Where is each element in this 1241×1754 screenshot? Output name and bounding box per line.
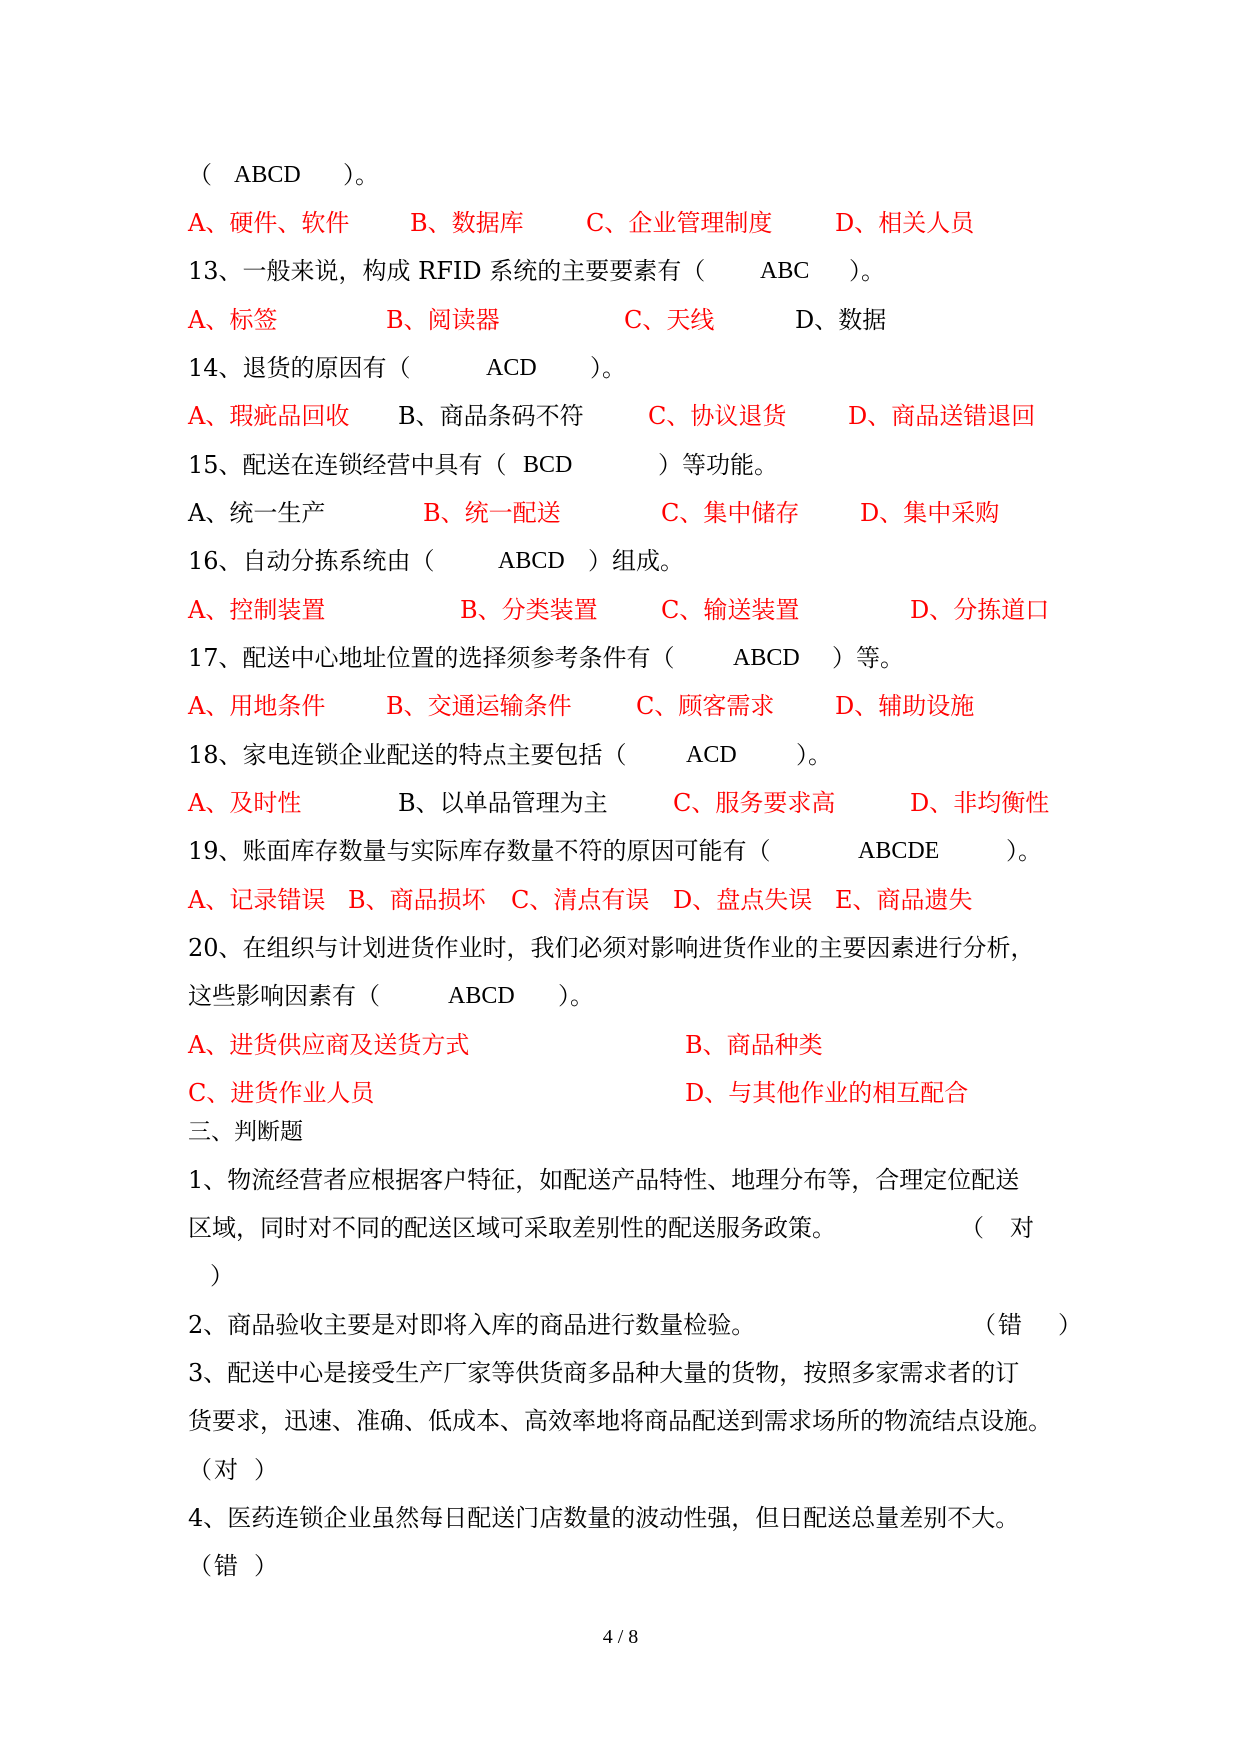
q12-open-paren: （ bbox=[188, 161, 212, 189]
q18-option-a: A、及时性 bbox=[188, 789, 302, 817]
q12-answer: ABCD bbox=[234, 162, 301, 188]
tf3-answer: 对 bbox=[214, 1456, 238, 1484]
q15-option-c: C、集中储存 bbox=[661, 499, 800, 527]
q14-answer: ACD bbox=[486, 355, 537, 381]
tf4-open-paren: （ bbox=[188, 1552, 212, 1580]
q18-stem: 18、家电连锁企业配送的特点主要包括（ bbox=[188, 741, 627, 769]
q13-close-paren: ）。 bbox=[849, 257, 885, 285]
tf3-text-line2: 货要求，迅速、准确、低成本、高效率地将商品配送到需求场所的物流结点设施。 bbox=[188, 1407, 1052, 1435]
q14-stem: 14、退货的原因有（ bbox=[188, 354, 411, 382]
q12-option-b: B、数据库 bbox=[410, 209, 524, 237]
q12-option-c: C、企业管理制度 bbox=[586, 209, 773, 237]
q18-answer: ACD bbox=[686, 742, 737, 768]
tf3-open-paren: （ bbox=[188, 1456, 212, 1484]
q13-option-c: C、天线 bbox=[624, 306, 715, 334]
q17-option-b: B、交通运输条件 bbox=[386, 692, 572, 720]
q20-option-b: B、商品种类 bbox=[685, 1031, 823, 1059]
q16-answer: ABCD bbox=[498, 548, 565, 574]
q17-stem: 17、配送中心地址位置的选择须参考条件有（ bbox=[188, 644, 675, 672]
q17-close-paren: ）等。 bbox=[832, 644, 904, 672]
q12-close-paren: ）。 bbox=[343, 161, 379, 189]
q20-option-c: C、进货作业人员 bbox=[188, 1079, 375, 1107]
q19-option-d: D、盘点失误 bbox=[673, 886, 813, 914]
q13-option-d: D、数据 bbox=[795, 306, 887, 334]
q12-option-a: A、硬件、软件 bbox=[188, 209, 350, 237]
q15-close-paren: ）等功能。 bbox=[658, 451, 778, 479]
q15-answer: BCD bbox=[523, 452, 573, 478]
q13-option-a: A、标签 bbox=[188, 306, 278, 334]
tf2-text: 2、商品验收主要是对即将入库的商品进行数量检验。 bbox=[188, 1311, 756, 1339]
q14-option-a: A、瑕疵品回收 bbox=[188, 402, 350, 430]
tf1-close-paren: ） bbox=[210, 1262, 234, 1290]
q20-stem-line2: 这些影响因素有（ bbox=[188, 982, 380, 1010]
q15-option-b: B、统一配送 bbox=[423, 499, 561, 527]
tf4-close-paren: ） bbox=[254, 1552, 278, 1580]
tf4-answer: 错 bbox=[214, 1552, 238, 1580]
tf2-close-paren: ） bbox=[1058, 1311, 1082, 1339]
q17-option-a: A、用地条件 bbox=[188, 692, 326, 720]
page-number: 4 / 8 bbox=[602, 1626, 639, 1648]
q19-stem: 19、账面库存数量与实际库存数量不符的原因可能有（ bbox=[188, 837, 771, 865]
q15-option-d: D、集中采购 bbox=[860, 499, 1000, 527]
q20-option-a: A、进货供应商及送货方式 bbox=[188, 1031, 470, 1059]
q13-stem: 13、一般来说，构成 RFID 系统的主要要素有（ bbox=[188, 257, 706, 285]
q16-option-a: A、控制装置 bbox=[188, 596, 326, 624]
tf1-open-paren: （ bbox=[960, 1214, 984, 1242]
q16-option-b: B、分类装置 bbox=[460, 596, 598, 624]
q19-option-b: B、商品损坏 bbox=[348, 886, 486, 914]
q14-close-paren: ）。 bbox=[590, 354, 626, 382]
tf3-close-paren: ） bbox=[254, 1456, 278, 1484]
q14-option-b: B、商品条码不符 bbox=[398, 402, 584, 430]
q17-option-d: D、辅助设施 bbox=[835, 692, 975, 720]
q17-answer: ABCD bbox=[733, 645, 800, 671]
q18-option-c: C、服务要求高 bbox=[673, 789, 836, 817]
section-3-title: 三、判断题 bbox=[188, 1119, 303, 1145]
q16-option-c: C、输送装置 bbox=[661, 596, 800, 624]
q18-option-d: D、非均衡性 bbox=[910, 789, 1050, 817]
tf1-text-line1: 1、物流经营者应根据客户特征，如配送产品特性、地理分布等，合理定位配送 bbox=[188, 1166, 1020, 1194]
q15-option-a: A、统一生产 bbox=[188, 499, 326, 527]
q16-stem: 16、自动分拣系统由（ bbox=[188, 547, 435, 575]
tf2-answer: 错 bbox=[998, 1311, 1022, 1339]
q20-stem-line1: 20、在组织与计划进货作业时，我们必须对影响进货作业的主要因素进行分析， bbox=[188, 934, 1035, 962]
tf1-text-line2: 区域，同时对不同的配送区域可采取差别性的配送服务政策。 bbox=[188, 1214, 836, 1242]
q15-stem: 15、配送在连锁经营中具有（ bbox=[188, 451, 507, 479]
q13-answer: ABC bbox=[760, 258, 810, 284]
q19-close-paren: ）。 bbox=[1006, 837, 1042, 865]
q19-option-e: E、商品遗失 bbox=[835, 886, 973, 914]
q19-option-a: A、记录错误 bbox=[188, 886, 326, 914]
tf2-open-paren: （ bbox=[972, 1311, 996, 1339]
q13-option-b: B、阅读器 bbox=[386, 306, 500, 334]
q19-option-c: C、清点有误 bbox=[511, 886, 650, 914]
q16-close-paren: ）组成。 bbox=[588, 547, 684, 575]
q12-option-d: D、相关人员 bbox=[835, 209, 975, 237]
q18-option-b: B、以单品管理为主 bbox=[398, 789, 608, 817]
tf4-text-line1: 4、医药连锁企业虽然每日配送门店数量的波动性强，但日配送总量差别不大。 bbox=[188, 1504, 1020, 1532]
q20-close-paren: ）。 bbox=[558, 982, 594, 1010]
q19-answer: ABCDE bbox=[858, 838, 940, 864]
tf3-text-line1: 3、配送中心是接受生产厂家等供货商多品种大量的货物，按照多家需求者的订 bbox=[188, 1359, 1020, 1387]
tf1-answer: 对 bbox=[1010, 1214, 1034, 1242]
q20-option-d: D、与其他作业的相互配合 bbox=[685, 1079, 969, 1107]
q16-option-d: D、分拣道口 bbox=[910, 596, 1050, 624]
q14-option-c: C、协议退货 bbox=[648, 402, 787, 430]
q17-option-c: C、顾客需求 bbox=[636, 692, 775, 720]
q14-option-d: D、商品送错退回 bbox=[848, 402, 1036, 430]
q18-close-paren: ）。 bbox=[796, 741, 832, 769]
q20-answer: ABCD bbox=[448, 983, 515, 1009]
